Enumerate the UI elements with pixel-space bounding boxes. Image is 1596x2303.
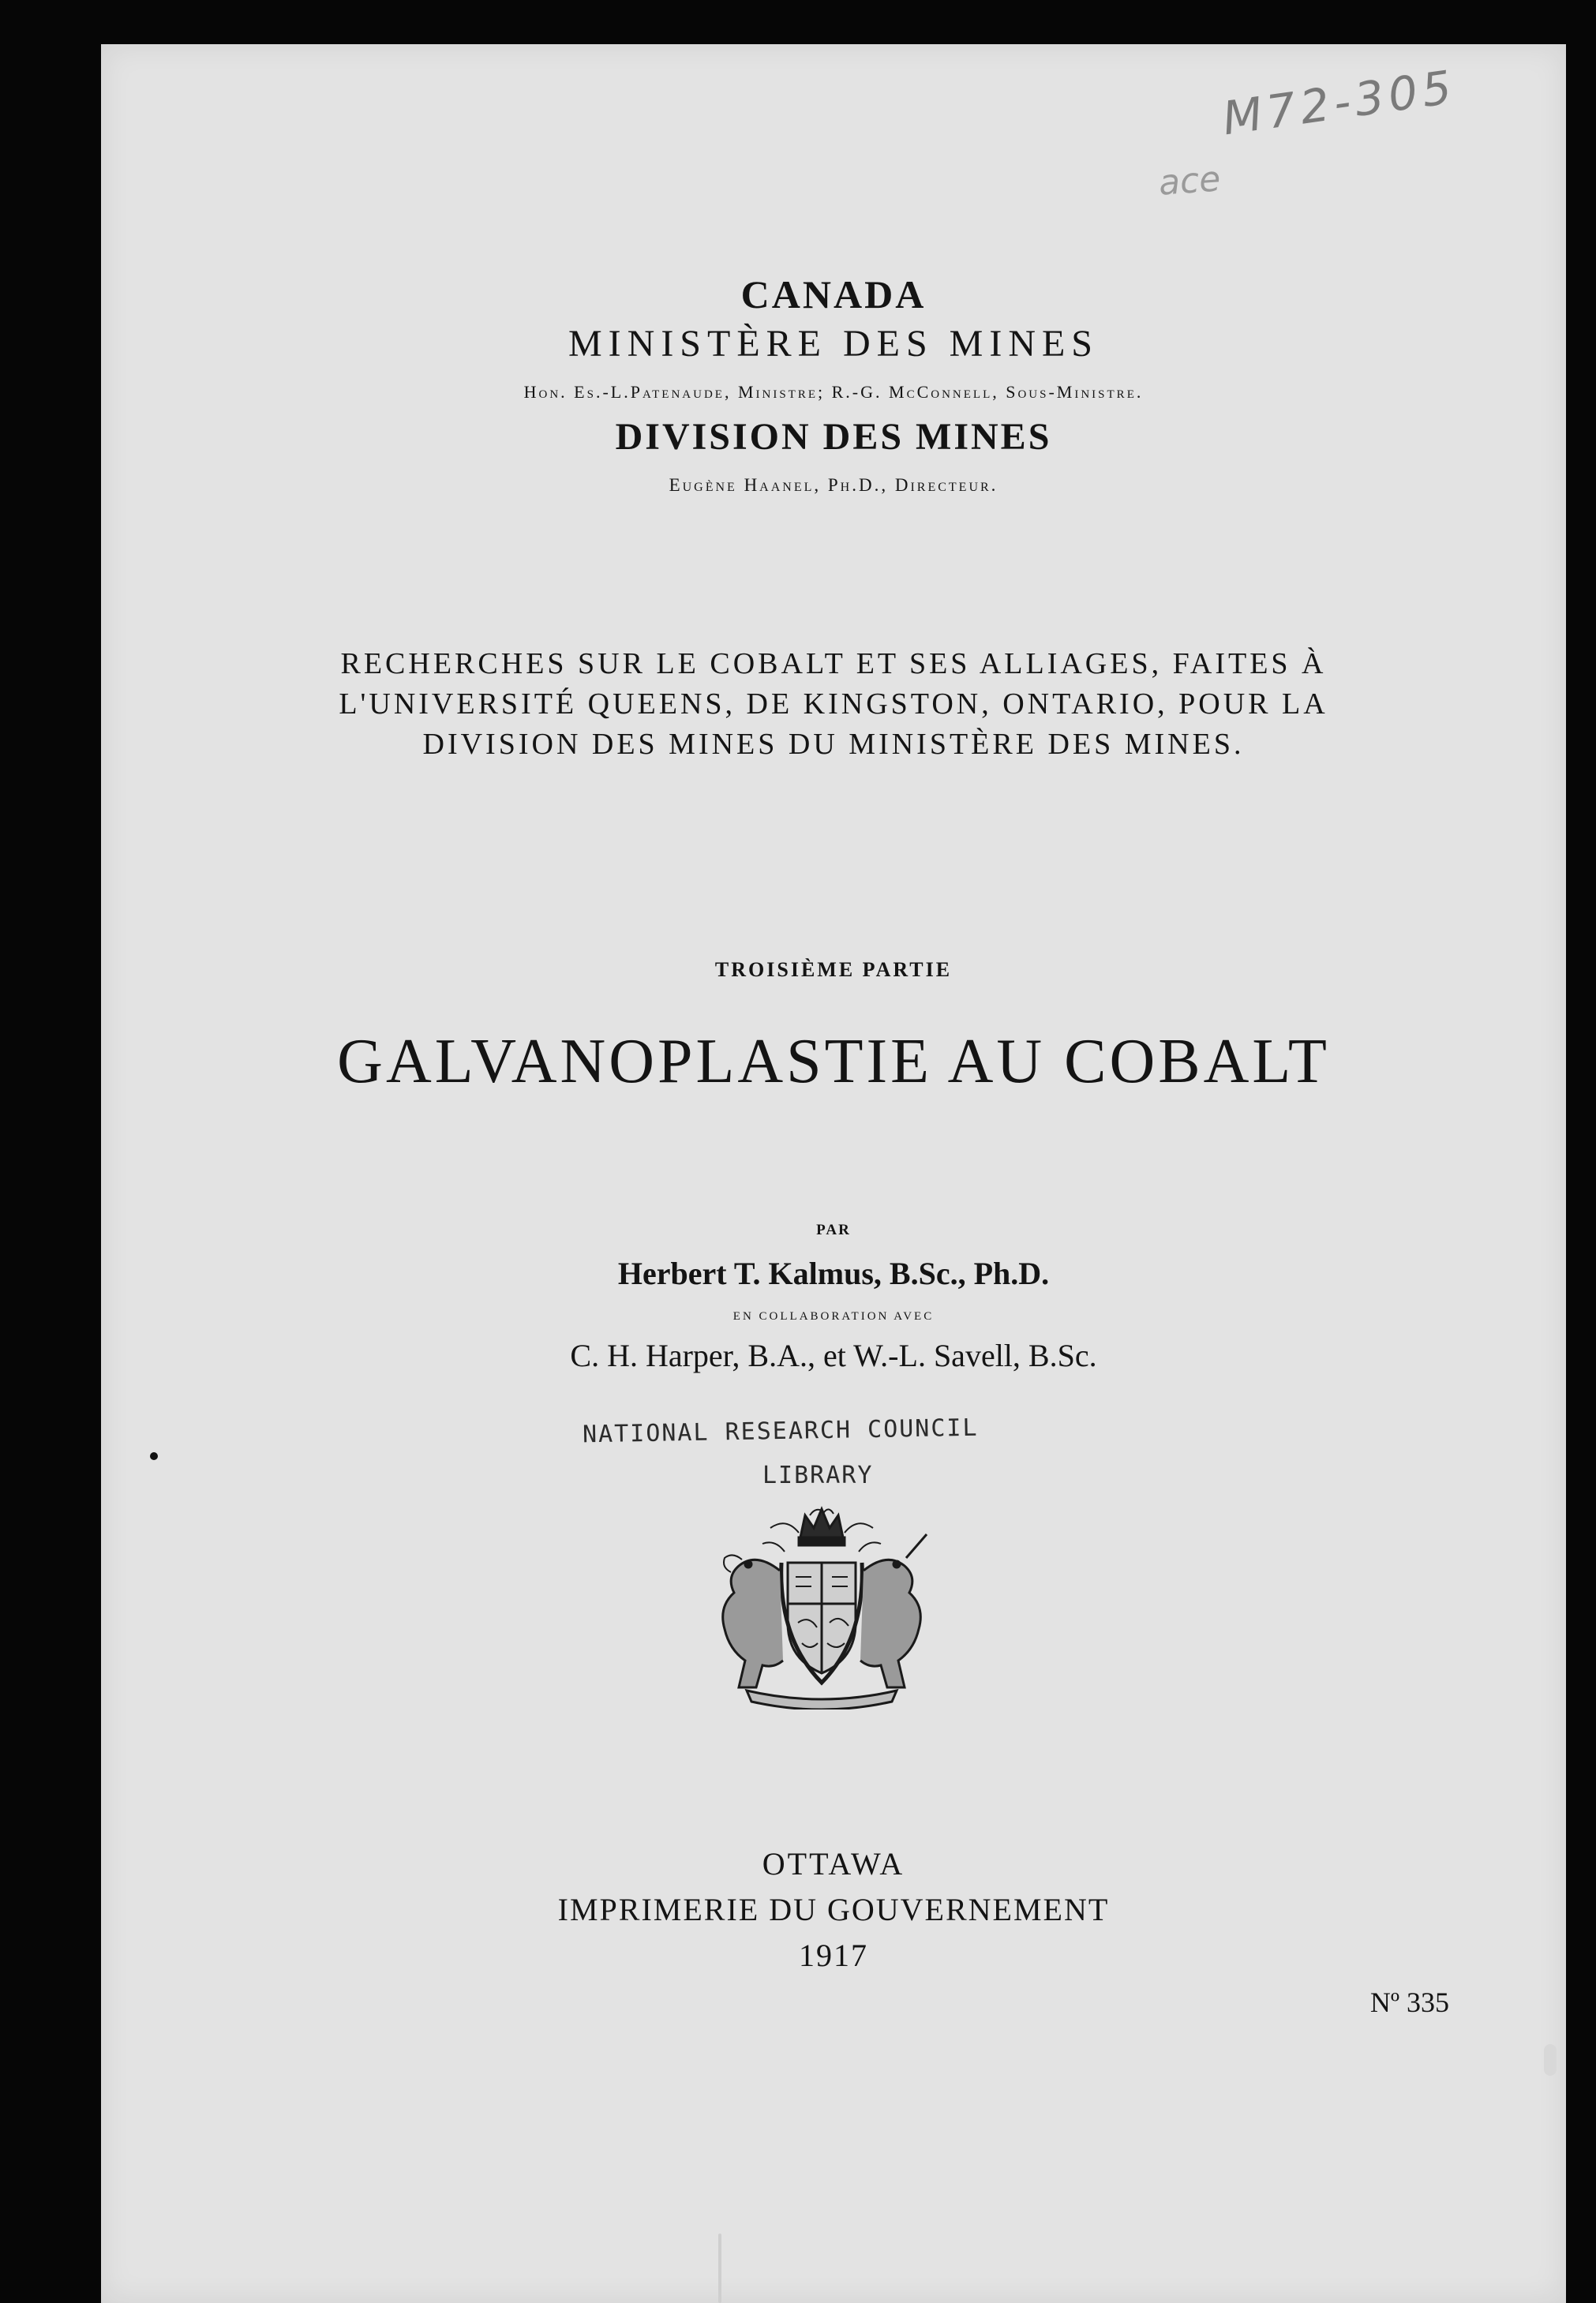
library-stamp-line-2: LIBRARY <box>762 1462 874 1489</box>
initials-scribble: ace <box>1157 159 1222 204</box>
director-line: Eugène Haanel, Ph.D., Directeur. <box>669 475 998 495</box>
library-stamp-line-1: NATIONAL RESEARCH COUNCIL <box>582 1414 979 1449</box>
imprint-year: 1917 <box>799 1938 868 1973</box>
scan-speck <box>150 1452 158 1460</box>
division-heading: DIVISION DES MINES <box>615 416 1052 458</box>
document-title: GALVANOPLASTIE AU COBALT <box>337 1027 1330 1096</box>
research-description <box>101 644 1566 765</box>
by-label: PAR <box>816 1222 851 1238</box>
country-heading: CANADA <box>740 272 927 316</box>
scan-speck <box>1544 2044 1557 2076</box>
imprint-printer: IMPRIMERIE DU GOUVERNEMENT <box>557 1892 1110 1927</box>
co-authors: C. H. Harper, B.A., et W.-L. Savell, B.Sc. <box>570 1338 1097 1373</box>
catalog-scribble: M72-305 <box>1219 59 1459 146</box>
description-line-3: DIVISION DES MINES DU MINISTÈRE DES MINES. <box>422 728 1245 761</box>
description-line-1: RECHERCHES SUR LE COBALT ET SES ALLIAGES, FAITES À <box>340 647 1327 680</box>
imprint-city: OTTAWA <box>762 1846 905 1882</box>
collaboration-label: EN COLLABORATION AVEC <box>732 1310 935 1323</box>
document-page <box>101 44 1566 2303</box>
ministry-heading: MINISTÈRE DES MINES <box>568 323 1099 365</box>
bulletin-number: Nº 335 <box>1369 1987 1449 2018</box>
main-author: Herbert T. Kalmus, B.Sc., Ph.D. <box>617 1256 1050 1291</box>
part-label: TROISIÈME PARTIE <box>714 958 953 981</box>
royal-coat-of-arms-emblem <box>699 1504 944 1709</box>
officials-line: Hon. Es.-L.Patenaude, Ministre; R.-G. McConnell, Sous-Ministre. <box>523 382 1144 402</box>
scan-speck <box>718 2234 721 2303</box>
description-line-2: L'UNIVERSITÉ QUEENS, DE KINGSTON, ONTARIO, POUR LA <box>339 687 1328 721</box>
